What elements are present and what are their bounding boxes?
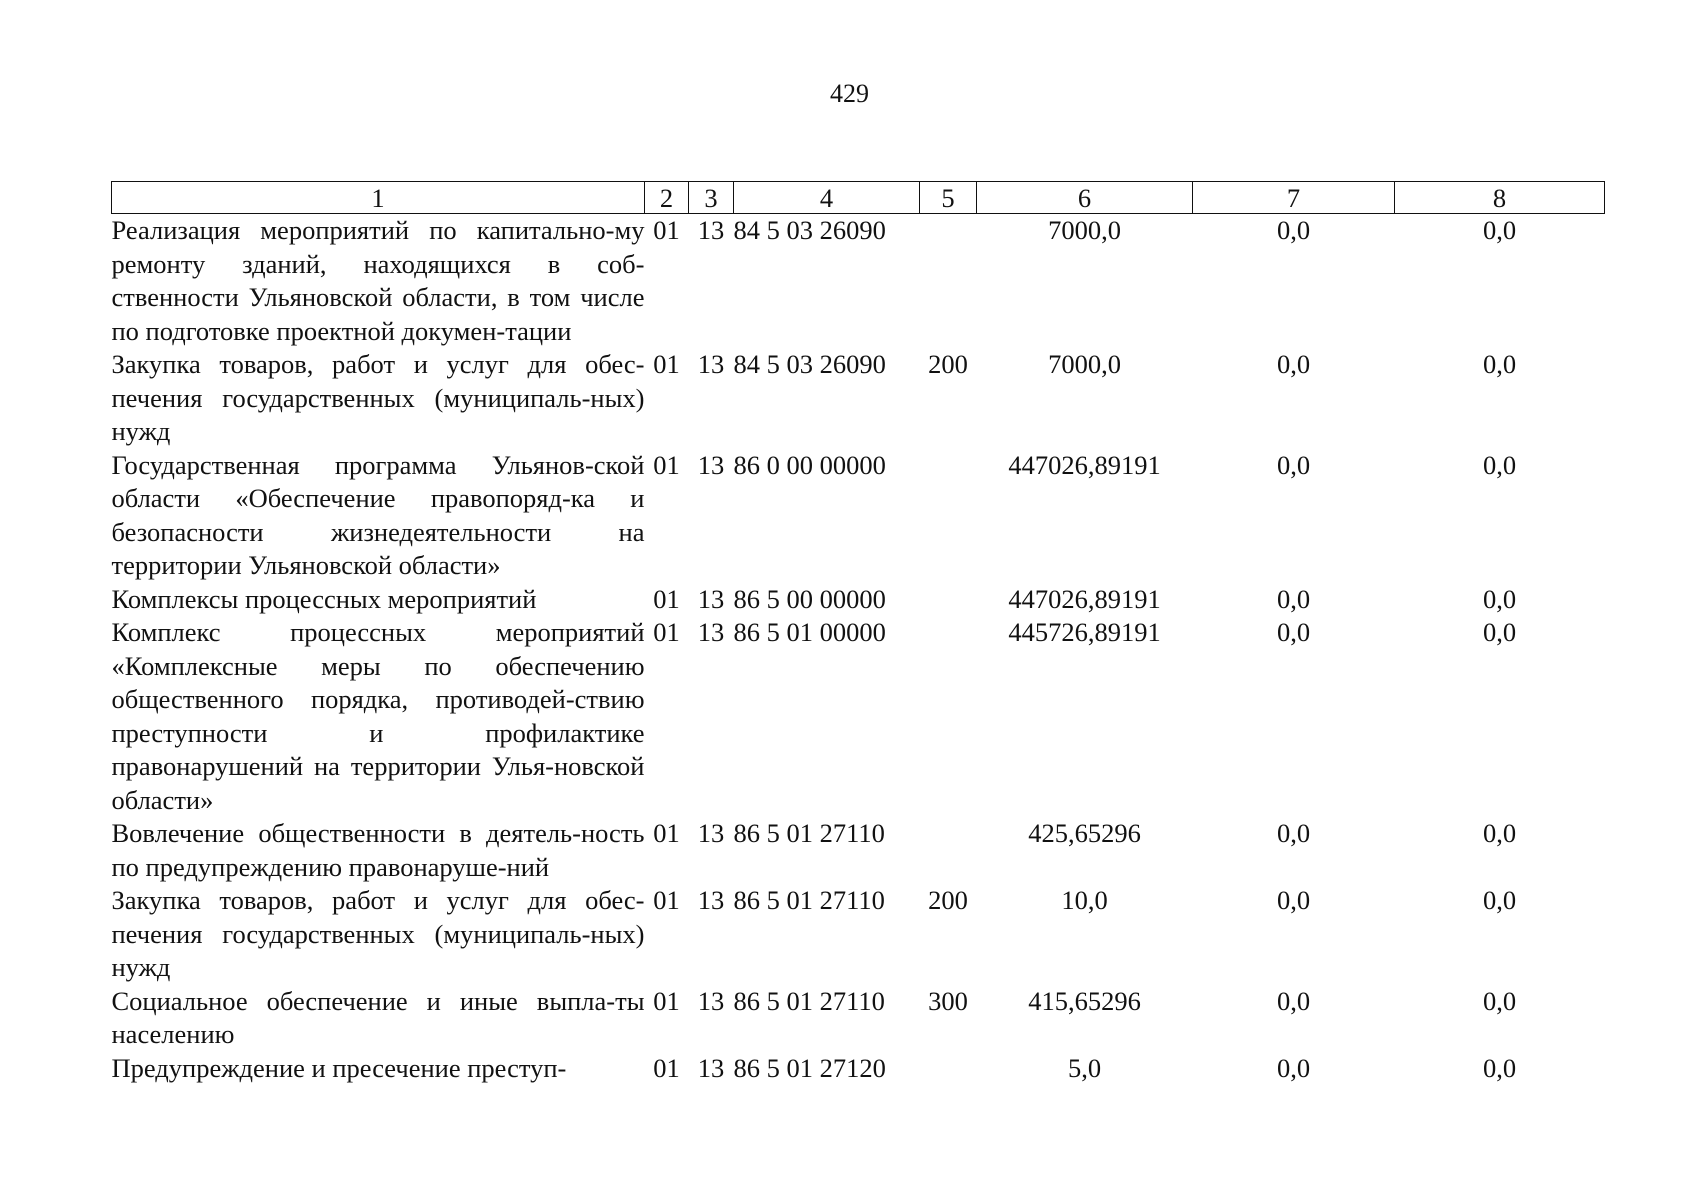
table-header xyxy=(112,182,1605,214)
header-cell-3: 3 xyxy=(689,182,734,214)
row-value-col7: 0,0 xyxy=(1276,1052,1311,1083)
header-cell-6: 6 xyxy=(977,182,1193,214)
row-target-code: 86 5 01 27110 xyxy=(733,818,885,848)
row-value-col6: 5,0 xyxy=(1067,1052,1102,1083)
table-row xyxy=(112,1052,1605,1086)
row-expense-type xyxy=(920,817,977,884)
row-value-col7: 0,0 xyxy=(1276,885,1311,915)
row-value-col6: 447026,89191 xyxy=(1008,583,1161,614)
header-cell-8: 8 xyxy=(1395,182,1605,214)
row-expense-type: 200 xyxy=(928,885,968,915)
header-cell-5: 5 xyxy=(920,182,977,214)
row-value-col8: 0,0 xyxy=(1482,617,1517,647)
row-expense-type xyxy=(920,214,977,349)
row-value-col7: 0,0 xyxy=(1276,818,1311,848)
row-target-code: 86 0 00 00000 xyxy=(733,449,886,480)
row-target-code: 86 5 01 27120 xyxy=(733,1052,886,1083)
header-cell-1: 1 xyxy=(112,182,645,214)
budget-table xyxy=(111,181,1605,1085)
row-section-code: 01 xyxy=(653,885,680,915)
row-name: Реализация мероприятий по капитально-му ремонту зданий, находящихся в соб-ственности Ульяновской области, в том числе по подготовке проектной докумен-тации xyxy=(111,215,645,346)
row-name: Государственная программа Ульянов-ской области «Обеспечение правопоряд-ка и безопасности жизнедеятельности на территории Ульяновской области» xyxy=(111,449,645,580)
row-section-code: 01 xyxy=(653,215,680,245)
row-name: Комплексы процессных мероприятий xyxy=(111,583,537,614)
row-value-col7: 0,0 xyxy=(1276,583,1311,614)
row-value-col7: 0,0 xyxy=(1276,985,1311,1016)
table-row xyxy=(112,348,1605,449)
row-value-col7: 0,0 xyxy=(1276,349,1311,379)
table-row xyxy=(112,616,1605,817)
row-subsection-code: 13 xyxy=(697,885,725,915)
row-subsection-code: 13 xyxy=(697,349,725,379)
row-subsection-code: 13 xyxy=(697,1052,725,1083)
row-name: Вовлечение общественности в деятель-ность по предупреждению правонаруше-ний xyxy=(111,818,645,882)
header-cell-2: 2 xyxy=(645,182,689,214)
row-target-code: 84 5 03 26090 xyxy=(733,349,886,379)
row-section-code: 01 xyxy=(653,449,680,480)
row-value-col8: 0,0 xyxy=(1482,1052,1517,1083)
row-value-col6: 10,0 xyxy=(1061,885,1108,915)
row-value-col7: 0,0 xyxy=(1276,449,1311,480)
row-value-col6: 415,65296 xyxy=(1028,985,1141,1016)
table-body xyxy=(112,214,1605,1086)
page-number: 429 xyxy=(830,79,869,108)
table-row xyxy=(112,214,1605,349)
row-value-col8: 0,0 xyxy=(1482,349,1517,379)
row-value-col8: 0,0 xyxy=(1482,583,1517,614)
row-expense-type xyxy=(920,1052,977,1086)
row-section-code: 01 xyxy=(653,985,680,1016)
header-cell-4: 4 xyxy=(734,182,920,214)
row-name: Комплекс процессных мероприятий «Комплексные меры по обеспечению общественного порядка, противодей-ствию преступности и профилактике правонарушений на территории Улья-новской области» xyxy=(111,617,645,815)
row-section-code: 01 xyxy=(653,1052,680,1083)
row-value-col8: 0,0 xyxy=(1482,985,1517,1016)
row-value-col6: 7000,0 xyxy=(1048,349,1121,379)
table-row xyxy=(112,817,1605,884)
row-expense-type: 300 xyxy=(928,985,968,1016)
row-value-col6: 7000,0 xyxy=(1048,215,1121,245)
row-section-code: 01 xyxy=(653,583,680,614)
row-value-col7: 0,0 xyxy=(1276,617,1311,647)
row-name: Социальное обеспечение и иные выпла-ты населению xyxy=(111,985,645,1049)
row-subsection-code: 13 xyxy=(697,818,725,848)
row-target-code: 86 5 01 27110 xyxy=(733,885,885,915)
table-row xyxy=(112,583,1605,617)
row-value-col8: 0,0 xyxy=(1482,449,1517,480)
row-section-code: 01 xyxy=(653,818,680,848)
row-subsection-code: 13 xyxy=(697,449,725,480)
header-cell-7: 7 xyxy=(1193,182,1395,214)
row-subsection-code: 13 xyxy=(697,215,725,245)
row-value-col6: 445726,89191 xyxy=(1008,617,1161,647)
table-row xyxy=(112,449,1605,583)
row-subsection-code: 13 xyxy=(697,617,725,647)
row-target-code: 84 5 03 26090 xyxy=(733,215,886,245)
row-expense-type: 200 xyxy=(928,349,968,379)
row-section-code: 01 xyxy=(653,349,680,379)
row-name: Закупка товаров, работ и услуг для обес-печения государственных (муниципаль-ных) нужд xyxy=(111,885,645,982)
row-expense-type xyxy=(920,449,977,583)
row-expense-type xyxy=(920,583,977,617)
row-value-col6: 447026,89191 xyxy=(1008,449,1161,480)
header-row xyxy=(112,182,1605,214)
row-subsection-code: 13 xyxy=(697,583,725,614)
table-row xyxy=(112,985,1605,1052)
row-name: Закупка товаров, работ и услуг для обес-печения государственных (муниципаль-ных) нужд xyxy=(111,349,645,446)
row-value-col8: 0,0 xyxy=(1482,885,1517,915)
row-value-col8: 0,0 xyxy=(1482,818,1517,848)
row-target-code: 86 5 01 27110 xyxy=(733,985,885,1016)
row-value-col8: 0,0 xyxy=(1482,215,1517,245)
row-value-col6: 425,65296 xyxy=(1028,818,1141,848)
row-target-code: 86 5 01 00000 xyxy=(733,617,886,647)
table-row xyxy=(112,884,1605,985)
row-section-code: 01 xyxy=(653,617,680,647)
row-value-col7: 0,0 xyxy=(1276,215,1311,245)
row-name: Предупреждение и пресечение преступ- xyxy=(111,1052,567,1083)
row-subsection-code: 13 xyxy=(697,985,725,1016)
row-target-code: 86 5 00 00000 xyxy=(733,583,886,614)
row-expense-type xyxy=(920,616,977,817)
